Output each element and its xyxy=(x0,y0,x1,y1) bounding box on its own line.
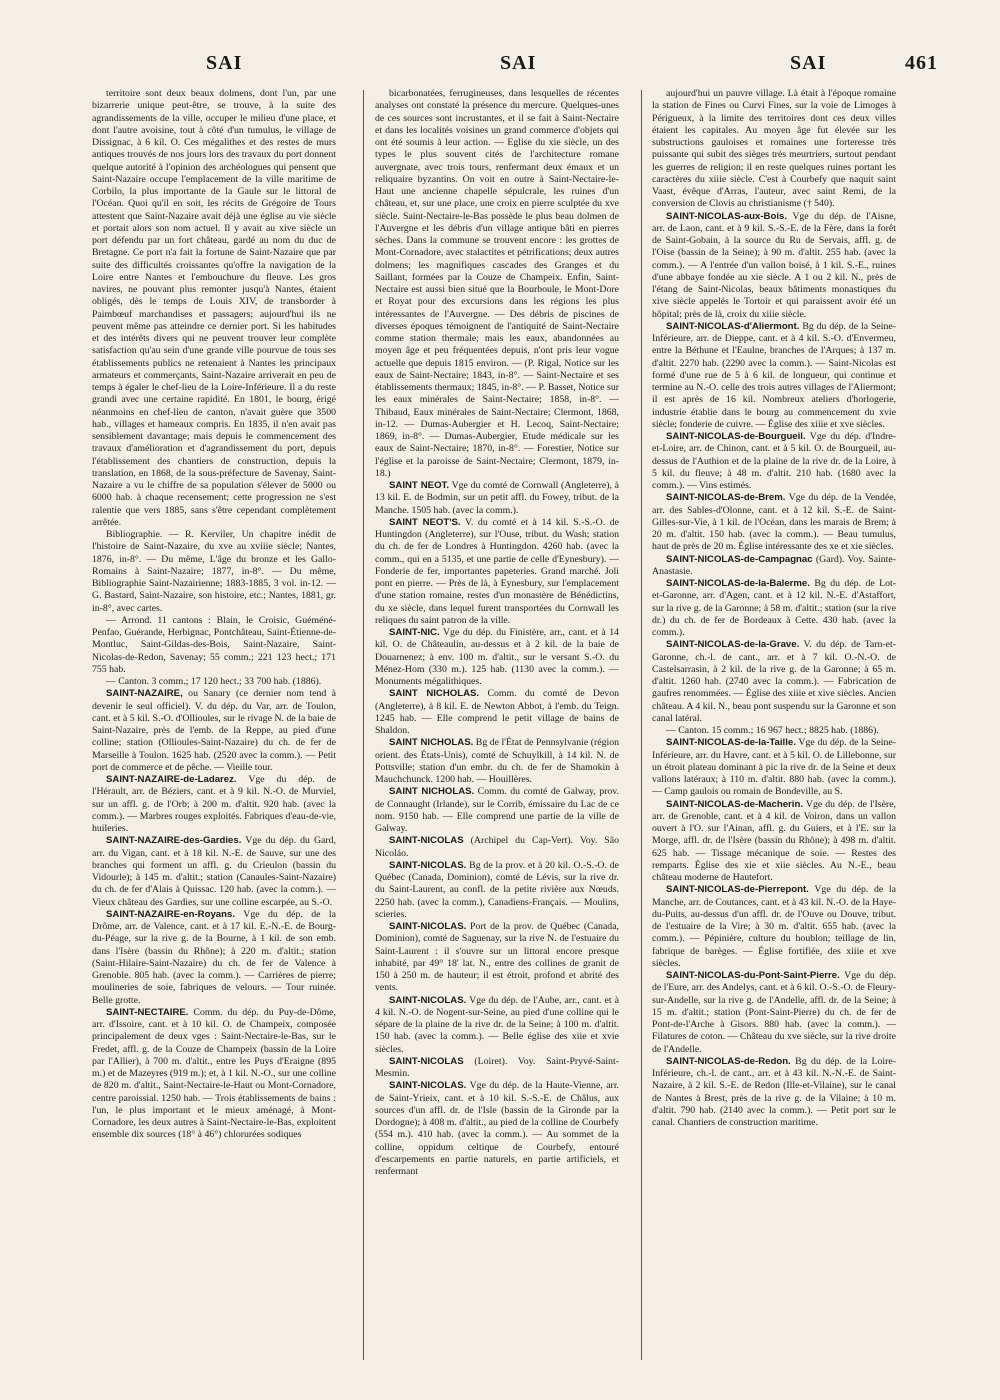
dictionary-entry xyxy=(92,688,336,774)
entry-text: Vge du dép. de l'Eure, arr. des Andelys, cant. et à 6 kil. O.-S.-O. de Fleury-sur-Andelle, sur la rive g. de l'Andelle, affl. dr. de la Seine; à 15 m. d'altit.; station (Pont-Saint-Pierre) du ch. de fer de Pont-de-l'Arche à Gisors. 880 hab. (avec la comm.). — Filatures de coton. — Château du xve siècle, sur la rive droite de l'Andelle. xyxy=(652,970,896,1055)
entry-headword: SAINT-NICOLAS-de-la-Grave. xyxy=(666,639,800,651)
entry-text: Bibliographie. — R. Kerviler, Un chapitre inédit de l'histoire de Saint-Nazaire, du xve au xviiie siècle; Nantes, 1876, in-8°. — Du même, L'âge du bronze et les Gallo-Romains à Saint-Nazaire; 1877, in-8°. — Du même, Bibliographie Saint-Nazairienne; 1883-1885, 3 vol. in-12. — G. Bastard, Saint-Nazaire, son histoire, etc.; Nantes, 1881, gr. in-8°, avec cartes. xyxy=(92,529,336,614)
dictionary-entry xyxy=(375,1056,619,1081)
entry-headword: SAINT-NICOLAS. xyxy=(389,921,467,932)
entry-headword: SAINT NEOT'S. xyxy=(389,516,461,528)
column-1 xyxy=(92,88,336,1380)
entry-headword: SAINT-NICOLAS xyxy=(389,1055,464,1067)
entry-text: Vge du dép. de l'Hérault, arr. de Béziers, cant. et à 9 kil. N.-O. de Murviel, sur un affl. g. de l'Orb; à 200 m. d'altit. 920 hab. (avec la comm.). — Marbres rouges exploités. Fabriques d'eau-de-vie, huileries. xyxy=(92,774,336,834)
entry-text: Bg du dép. de la Seine-Inférieure, arr. de Dieppe, cant. et à 4 kil. S.-O. d'Envermeu, entre la Béthune et l'Eaulne, branches de l'Arques; à 137 m. d'altit. 2270 hab. (2290 avec la comm.). — Saint-Nicolas est formé d'une rue de 5 à 6 kil. de longueur, qui continue et termine au N.-O. celle des trois autres villages de l'Aliermont; il est après de 16 kil. Nombreux ateliers d'horlogerie, industrie établie dans le bourg au commencement du xvie siècle; fonderie de cuivre. — Église des xiiie et xve siècles. xyxy=(652,320,896,430)
entry-text: Vge du comté de Cornwall (Angleterre), à 13 kil. E. de Bodmin, sur un petit affl. du Fowey, tribut. de la Manche. 1505 hab. (avec la comm.). xyxy=(375,480,619,516)
entry-text: Vge du dép. de la Vendée, arr. des Sables-d'Olonne, cant. et à 12 kil. S.-E. de Saint-Gilles-sur-Vie, à 1 kil. de l'Océan, dans les marais de Brem; à 20 m. d'altit. 150 hab. (avec la comm.). — Beau tumulus, haut de près de 20 m. Église intéressante des xe et xie siècles. xyxy=(652,492,896,553)
dictionary-entry xyxy=(375,786,619,835)
entry-headword: SAINT-NAZAIRE, xyxy=(106,688,183,700)
entry-headword: SAINT NICHOLAS. xyxy=(389,688,480,700)
dictionary-entry xyxy=(375,88,619,480)
entry-text: Comm. du comté de Galway, prov. de Connaught (Irlande), sur le Corrib, émissaire du Lac de ce nom. 9150 hab. — Elle comprend une partie de la ville de Galway. xyxy=(375,786,619,834)
dictionary-entry xyxy=(652,639,896,725)
entry-text: Vge du dép. du Finistère, arr., cant. et à 14 kil. O. de Châteaulin, au-dessus et à 2 kil. de la baie de Douarnenez; à env. 100 m. d'altit., sur le versant S.-O. du Ménez-Hom (330 m.). 125 hab. (1130 avec la comm.). — Monuments mégalithiques. xyxy=(375,627,619,687)
entry-headword: SAINT-NICOLAS. xyxy=(389,859,467,871)
entry-text: (Archipel du Cap-Vert). Voy. São Nicoláo. xyxy=(375,835,619,859)
entry-headword: SAINT-NICOLAS xyxy=(389,835,464,847)
dictionary-entry xyxy=(652,799,896,885)
dictionary-entry xyxy=(92,774,336,835)
entry-headword: SAINT NEOT. xyxy=(389,480,449,491)
entry-headword: SAINT-NAZAIRE-de-Ladarez. xyxy=(106,774,237,785)
entry-text: — Canton. 3 comm.; 17 120 hect.; 33 700 hab. (1886). xyxy=(106,676,322,687)
dictionary-entry xyxy=(652,321,896,431)
column-2 xyxy=(375,88,619,1380)
dictionary-entry xyxy=(92,1007,336,1142)
column-rule xyxy=(363,90,364,1360)
page-number: 461 xyxy=(905,52,938,74)
entry-text: Bg de la prov. et à 20 kil. O.-S.-O. de Québec (Canada, Dominion), comté de Lévis, sur la rive dr. du Saint-Laurent, au confl. de la petite rivière aux Nœuds. 2250 hab. (avec la comm.), Canadiens-Français. — Moulins, scieries. xyxy=(375,859,619,920)
dictionary-entry xyxy=(92,909,336,1007)
dictionary-entry xyxy=(375,480,619,517)
dictionary-entry xyxy=(652,88,896,211)
entry-text: Bg de l'État de Pennsylvanie (région orient. des États-Unis), comté de Schuylkill, à 14 kil. N. de Pottsville; station d'un embr. du ch. de fer de Shamokin à Mauchchunck. 1200 hab. — Houillères. xyxy=(375,737,619,785)
entry-headword: SAINT-NICOLAS-de-Bourgueil. xyxy=(666,431,806,442)
entry-headword: SAINT-NICOLAS-d'Aliermont. xyxy=(666,320,800,332)
entry-text: (Gard). Voy. Sainte-Anastasie. xyxy=(652,553,896,577)
entry-text: — Arrond. 11 cantons : Blain, le Croisic, Guéméné-Penfao, Guérande, Herbignac, Pontchâteau, Saint-Étienne-de-Montluc, Saint-Gildas-des-Bois, Saint-Nazaire, Saint-Nicolas-de-Redon, Savenay; 55 comm.; 221 123 hect.; 171 755 hab. xyxy=(92,614,336,675)
entry-text: Bg du dép. de la Loire-Inférieure, ch.-l. de cant., arr. et à 43 kil. N.-N.-E. de Saint-Nazaire, à 2 kil. S.-E. de Redon (Ille-et-Vilaine), sur le canal de Nantes à Brest, près de la rive g. de la Vilaine; à 10 m. d'altit. 790 hab. (2140 avec la comm.). — Petit port sur le canal. Chantiers de construction maritime. xyxy=(652,1055,896,1128)
entry-headword: SAINT NICHOLAS. xyxy=(389,737,474,749)
running-head-center: SAI xyxy=(500,52,537,74)
entry-text: Vge du dép. de la Drôme, arr. de Valence, cant. et à 17 kil. E.-N.-E. de Bourg-du-Péage, sur la rive g. de la Bourne, à 1 kil. de son emb. dans l'Isère (bassin du Rhône); à 220 m. d'altit.; station (Saint-Hilaire-Saint-Nazaire) du ch. de fer de Valence à Grenoble. 805 hab. (avec la comm.). — Carrières de pierre; moulineries de soie, fabriques de velours. — Tour ruinée. Belle grotte. xyxy=(92,908,336,1006)
dictionary-entry xyxy=(92,88,336,529)
dictionary-entry xyxy=(375,860,619,921)
dictionary-entry xyxy=(92,835,336,909)
dictionary-entry xyxy=(652,737,896,798)
entry-headword: SAINT NICHOLAS. xyxy=(389,786,475,798)
dictionary-entry xyxy=(375,921,619,995)
entry-text: Vge du dép. de la Manche, arr. de Coutances, cant. et à 43 kil. N.-O. de la Haye-du-Puits, au-dessus d'un affl. dr. de l'Ouve ou Douve, tribut. de l'estuaire de la Vire; à 30 m. d'altit. 655 hab. (avec la comm.). — Pépinière, culture du houblon; teillage de lin, fabrique de barèges. — Église fortifiée, des xiiie et xve siècles. xyxy=(652,884,896,969)
entry-text: territoire sont deux beaux dolmens, dont l'un, par une bizarrerie unique peut-être, se trouve, à la suite des agrandissements de la ville, occuper le milieu d'une place, et dont l'autre avoisine, tout à côté d'un tumulus, le village de Dissignac, à 6 kil. O. Ces mégalithes et des restes de murs antiques trouvés de nos jours lors des travaux du port donnent quelque autorité à l'opinion des archéologues qui pensent que Saint-Nazaire occupe l'emplacement de la ville maritime de Corbilo, la plus importante de la Gaule sur le littoral de l'Océan. Quoi qu'il en soit, les récits de Grégoire de Tours attestent que Saint-Nazaire avait déjà une église au vie siècle et portait alors son nom actuel. Il y avait au xive siècle un port défendu par un fort château, gardé au nom du duc de Bretagne. Ce port n'a fait la fortune de Saint-Nazaire que par suite des difficultés croissantes qu'offre la navigation de la Loire entre Nantes et l'embouchure du fleuve. Les gros navires, ne pouvant plus remonter jusqu'à Nantes, étaient obligés, dès le temps de Louis XIV, de transborder à Paimbœuf marchandises et passagers; aujourd'hui ils ne peuvent même pas atteindre ce dernier port. Si les habitudes et des intérêts divers qui ne peuvent trouver leur complète satisfaction qu'au sein d'une grande ville pourvue de tous ses établissements publics ne retenaient à Nantes les principaux armateurs et commerçants, Saint-Nazaire arriverait en peu de temps à égaler le chef-lieu de la Loire-Inférieure. Il a du reste grandi avec une certaine rapidité. En 1801, le bourg, érigé néanmoins en chef-lieu de canton, n'avait guère que 3500 hab., villages et hameaux compris. En 1835, il n'en avait pas sensiblement davantage; mais depuis le commencement des travaux d'amélioration et d'agrandissement du port, depuis l'établissement des chantiers de construction, depuis la translation, en 1868, de la sous-préfecture de Savenay, Saint-Nazaire a vu le chiffre de sa population s'élever de 5000 ou 6000 hab. à chaque recensement; cette progression ne s'est ralentie que vers 1885, sans s'être cependant complètement arrêtée. xyxy=(92,88,336,528)
running-head-right: SAI xyxy=(790,52,827,74)
dictionary-entry xyxy=(652,492,896,553)
dictionary-entry xyxy=(652,970,896,1056)
entry-text: V. du dép. de Tarn-et-Garonne, ch.-l. de cant., arr. et à 7 kil. O.-N.-O. de Castelsarrasin, à 2 kil. de la rive g. de la Garonne; à 65 m. d'altit. 1260 hab. (2740 avec la comm.). — Fabrication de gaufres renommées. — Église des xiiie et xive siècles. Ancien château. A 4 kil. N., beau pont suspendu sur la Garonne et son canal latéral. xyxy=(652,639,896,724)
entry-headword: SAINT-NICOLAS-de-Pierrepont. xyxy=(666,884,809,896)
entry-headword: SAINT-NICOLAS. xyxy=(389,994,467,1006)
entry-text: Vge du dép. d'Indre-et-Loire, arr. de Chinon, cant. et à 5 kil. O. de Bourgueil, au-dessus de l'Authion et de la plaine de la rive dr. de la Loire, à 5 kil. du fleuve; à 48 m. d'altit. 210 hab. (1680 avec la comm.). — Vins estimés. xyxy=(652,431,896,491)
entry-text: — Canton. 15 comm.; 16 967 hect.; 8825 hab. (1886). xyxy=(666,725,879,736)
entry-headword: SAINT-NECTAIRE. xyxy=(106,1006,189,1018)
entry-text: Vge du dép. de l'Isère, arr. de Grenoble, cant. et à 4 kil. de Voiron, dans un vallon ouvert à l'O. sur l'Ainan, affl. g. du Guiers, et à l'E. sur la Morge, affl. dr. de l'Isère (bassin du Rhône); à 498 m. d'altit. 625 hab. — Tissage mécanique de soie. — Restes des remparts. Église des xie et xiie siècles. Au N.-E., beau château moderne de Hautefort. xyxy=(652,798,896,883)
dictionary-entry xyxy=(375,688,619,737)
entry-text: Comm. du comté de Devon (Angleterre), à 8 kil. E. de Newton Abbot, à l'emb. du Teign. 1245 hab. — Elle comprend le petit village de bains de Shaldon. xyxy=(375,688,619,736)
entry-text: Comm. du dép. du Puy-de-Dôme, arr. d'Issoire, cant. et à 10 kil. O. de Champeix, composée principalement de deux vges : Saint-Nectaire-le-Bas, sur le Fredet, affl. g. de la Couze de Champeix (bassin de la Loire par l'Allier), à 700 m. d'altit., entre les Puys d'Eraigne (895 m.) et de Mazeyres (919 m.); et, à 1 kil. N.-O., sur une colline de 820 m. d'altit., Saint-Nectaire-le-Haut ou Mont-Cornadore, centre paroissial. 1250 hab. — Trois établissements de bains : l'un, le plus important et le mieux aménagé, à Mont-Cornadore, les deux autres à Saint-Nectaire-le-Bas, exploitent ensemble dix sources (18° à 46°) chlorurées sodiques xyxy=(92,1006,336,1141)
entry-text: Port de la prov. de Québec (Canada, Dominion), comté de Saguenay, sur la rive N. de l'estuaire du Saint-Laurent : il s'ouvre sur un littoral encore presque inhabité, par 49° 18' lat. N., entre des collines de granit de 150 à 250 m. de hauteur; il est étroit, profond et abrité des vents. xyxy=(375,921,619,994)
dictionary-entry xyxy=(375,995,619,1056)
entry-headword: SAINT-NICOLAS-de-Campagnac xyxy=(666,553,813,565)
dictionary-entry xyxy=(375,835,619,860)
dictionary-entry xyxy=(375,737,619,786)
dictionary-entry xyxy=(652,211,896,321)
dictionary-entry xyxy=(375,517,619,627)
entry-text: Vge du dép. de l'Aisne, arr. de Laon, cant. et à 9 kil. S.-S.-E. de la Fère, dans la forêt de Saint-Gobain, à la source du Ru de Servais, affl. g. de l'Oise (bassin de la Seine); à 90 m. d'altit. 255 hab. (avec la comm.). — A l'entrée d'un vallon boisé, à 1 kil. S.-E., ruines d'une abbaye fondée au xie siècle. A 1 ou 2 kil. N., près de l'étang de Saint-Nicolas, beaux bâtiments monastiques du xive siècle appelés le Tortoir et qui paraissent avoir été un hôpital; près de là, croix du xiiie siècle. xyxy=(652,210,896,320)
entry-headword: SAINT-NICOLAS-du-Pont-Saint-Pierre. xyxy=(666,970,840,981)
entry-headword: SAINT-NICOLAS-de-la-Taille. xyxy=(666,737,796,749)
entry-headword: SAINT-NICOLAS-de-la-Balerme. xyxy=(666,578,810,589)
dictionary-entry xyxy=(652,578,896,639)
entry-text: aujourd'hui un pauvre village. Là était à l'époque romaine la station de Fines ou Curvi Fines, sur la voie de Limoges à Périgueux, à la limite des territoires dont ces deux villes étaient les capitales. Au moyen âge fut élevée sur les substructions gauloises et romaines une forteresse très puissante qui subit des sièges très meurtriers, surtout pendant les guerres de religion; il en reste quelques ruines portant les caractères du xiiie siècle. C'est à Courbefy que naquit saint Vaast, évêque d'Arras, l'auteur, avec saint Remi, de la conversion de Clovis au christianisme († 540). xyxy=(652,88,896,210)
dictionary-entry xyxy=(92,615,336,676)
column-3 xyxy=(652,88,896,1380)
dictionary-entry xyxy=(652,725,896,737)
entry-text: Bg du dép. de Lot-et-Garonne, arr. d'Agen, cant. et à 12 kil. N.-E. d'Astaffort, sur la rive g. de la Garonne; à 58 m. d'altit.; station (sur la rive dr.) du ch. de fer de Bordeaux à Cette. 430 hab. (avec la comm.). xyxy=(652,578,896,638)
entry-headword: SAINT-NAZAIRE-en-Royans. xyxy=(106,908,235,920)
entry-headword: SAINT-NICOLAS. xyxy=(389,1080,467,1092)
entry-text: (Loiret). Voy. Saint-Pryvé-Saint-Mesmin. xyxy=(375,1055,619,1079)
entry-text: Vge du dép. de la Seine-Inférieure, arr. du Havre, cant. et à 5 kil. O. de Lillebonne, sur un étroit plateau dominant à pic la rive dr. de la Seine et deux vallons latéraux; à 110 m. d'altit. 880 hab. (avec la comm.). — Camp gaulois ou romain de Bondeville, au S. xyxy=(652,737,896,798)
entry-text: Vge du dép. du Gard, arr. du Vigan, cant. et à 18 kil. N.-E. de Sauve, sur une des branches qui forment un affl. g. du Crieulon (bassin du Vidourle); à 145 m. d'altit.; station (Canaules-Saint-Nazaire) du ch. de fer d'Alais à Quissac. 120 hab. (avec la comm.). — Vieux château des Gardies, sur une colline escarpée, au S.-O. xyxy=(92,835,336,908)
entry-text: Vge du dép. de l'Aube, arr., cant. et à 4 kil. N.-O. de Nogent-sur-Seine, au pied d'une colline qui le sépare de la plaine de la rive dr. de la Seine; à 100 m. d'altit. 150 hab. (avec la comm.). — Belle église des xiie et xvie siècles. xyxy=(375,994,619,1055)
dictionary-entry xyxy=(375,627,619,688)
dictionary-entry xyxy=(92,676,336,688)
entry-headword: SAINT-NICOLAS-de-Brem. xyxy=(666,492,786,504)
entry-headword: SAINT-NAZAIRE-des-Gardies. xyxy=(106,835,242,847)
entry-text: ou Sanary (ce dernier nom tend à devenir le seul officiel). V. du dép. du Var, arr. de Toulon, cant. et à 5 kil. S.-O. d'Ollioules, sur le rivage N. de la baie de Saint-Nazaire, près de l'emb. de la Reppe, au pied d'une colline; station (Ollioules-Saint-Nazaire) du ch. de fer de Marseille à Toulon. 1625 hab. (2520 avec la comm.). — Petit port de commerce et de pêche. — Vieille tour. xyxy=(92,688,336,773)
entry-headword: SAINT-NICOLAS-aux-Bois. xyxy=(666,210,787,222)
entry-text: bicarbonatées, ferrugineuses, dans lesquelles de récentes analyses ont constaté la présence du mercure. Quelques-unes de ces sources sont incrustantes, et il se fait à Saint-Nectaire et dans les localités voisines un grand commerce d'objets qui ont été soumis à leur action. — Eglise du xie siècle, un des types le plus souvent cités de l'architecture romane auvergnate, avec trois tours, renfermant deux émaux et un reliquaire byzantins. On voit en outre à Saint-Nectaire-le-Haut une ancienne chapelle sépulcrale, les ruines d'un château, et, sur une place, une croix en pierre sculptée du xve siècle. Saint-Nectaire-le-Bas possède le plus beau dolmen de l'Auvergne et les débris d'un village antique bâti en pierres sèches. Dans la commune se trouvent encore : les grottes de Mont-Cornadore, avec stalactites et pétrifications; deux autres dolmens; les magnifiques cascades des Granges et du Saillant, formées par la Couze de Champeix. Enfin, Saint-Nectaire est aussi bien situé que la Bourboule, le Mont-Dore et Royat pour des excursions dans les régions les plus intéressantes de l'Auvergne. — Des débris de piscines de diverses époques témoignent de l'antiquité de Saint-Nectaire comme station thermale; mais les eaux, abandonnées au moyen âge et peu fréquentées depuis, n'ont pris leur vogue actuelle que depuis 1815 environ. — (P. Rigal, Notice sur les eaux de Saint-Nectaire; 1843, in-8°. — Saint-Nectaire et ses établissements thermaux; 1845, in-8°. — P. Basset, Notice sur les eaux minérales de Saint-Nectaire; 1858, in-8°. — Thibaud, Eaux minérales de Saint-Nectaire; Clermont, 1868, in-12. — Dumas-Aubergier et H. Lecoq, Saint-Nectaire; 1869, in-8°. — Dumas-Aubergier, Etude médicale sur les eaux de Saint-Nectaire; 1870, in-8°. — Forestier, Notice sur l'église et la paroisse de Saint-Nectaire; Clermont, 1879, in-18.) xyxy=(375,88,619,479)
entry-text: V. du comté et à 14 kil. S.-S.-O. de Huntingdon (Angleterre), sur l'Ouse, tribut. du Wash; station du ch. de fer de Londres à Huntingdon. 4260 hab. (avec la comm., qui en a 5135, et une partie de celle d'Eynesbury). — Fonderie de fer, importantes papeteries. Grand marché. Joli pont en pierre. — Près de là, à Eynesbury, sur l'emplacement d'une station romaine, restes d'un monastère de Bénédictins, du xe siècle, dans lequel furent transportées du Cornwall les reliques du saint patron de la ville. xyxy=(375,516,619,626)
running-head-left: SAI xyxy=(206,52,243,74)
dictionary-entry xyxy=(652,884,896,970)
dictionary-entry xyxy=(652,431,896,492)
dictionary-entry xyxy=(652,1056,896,1130)
running-header xyxy=(0,52,1000,82)
entry-headword: SAINT-NIC. xyxy=(389,627,440,638)
entry-headword: SAINT-NICOLAS-de-Macherin. xyxy=(666,798,803,810)
entry-text: Vge du dép. de la Haute-Vienne, arr. de Saint-Yrieix, cant. et à 10 kil. S.-S.-E. de Châlus, aux sources d'un affl. dr. de l'Isle (bassin de la Gironde par la Dordogne); à 408 m. d'altit., au pied de la colline de Courbefy (554 m.). 410 hab. (avec la comm.). — Au sommet de la colline, oppidum celtique de Courbefy, entouré d'escarpements en partie naturels, en partie artificiels, et renfermant xyxy=(375,1080,619,1177)
entry-headword: SAINT-NICOLAS-de-Redon. xyxy=(666,1055,791,1067)
dictionary-entry xyxy=(652,554,896,579)
dictionary-entry xyxy=(92,529,336,615)
column-rule xyxy=(641,90,642,1360)
dictionary-entry xyxy=(375,1080,619,1178)
